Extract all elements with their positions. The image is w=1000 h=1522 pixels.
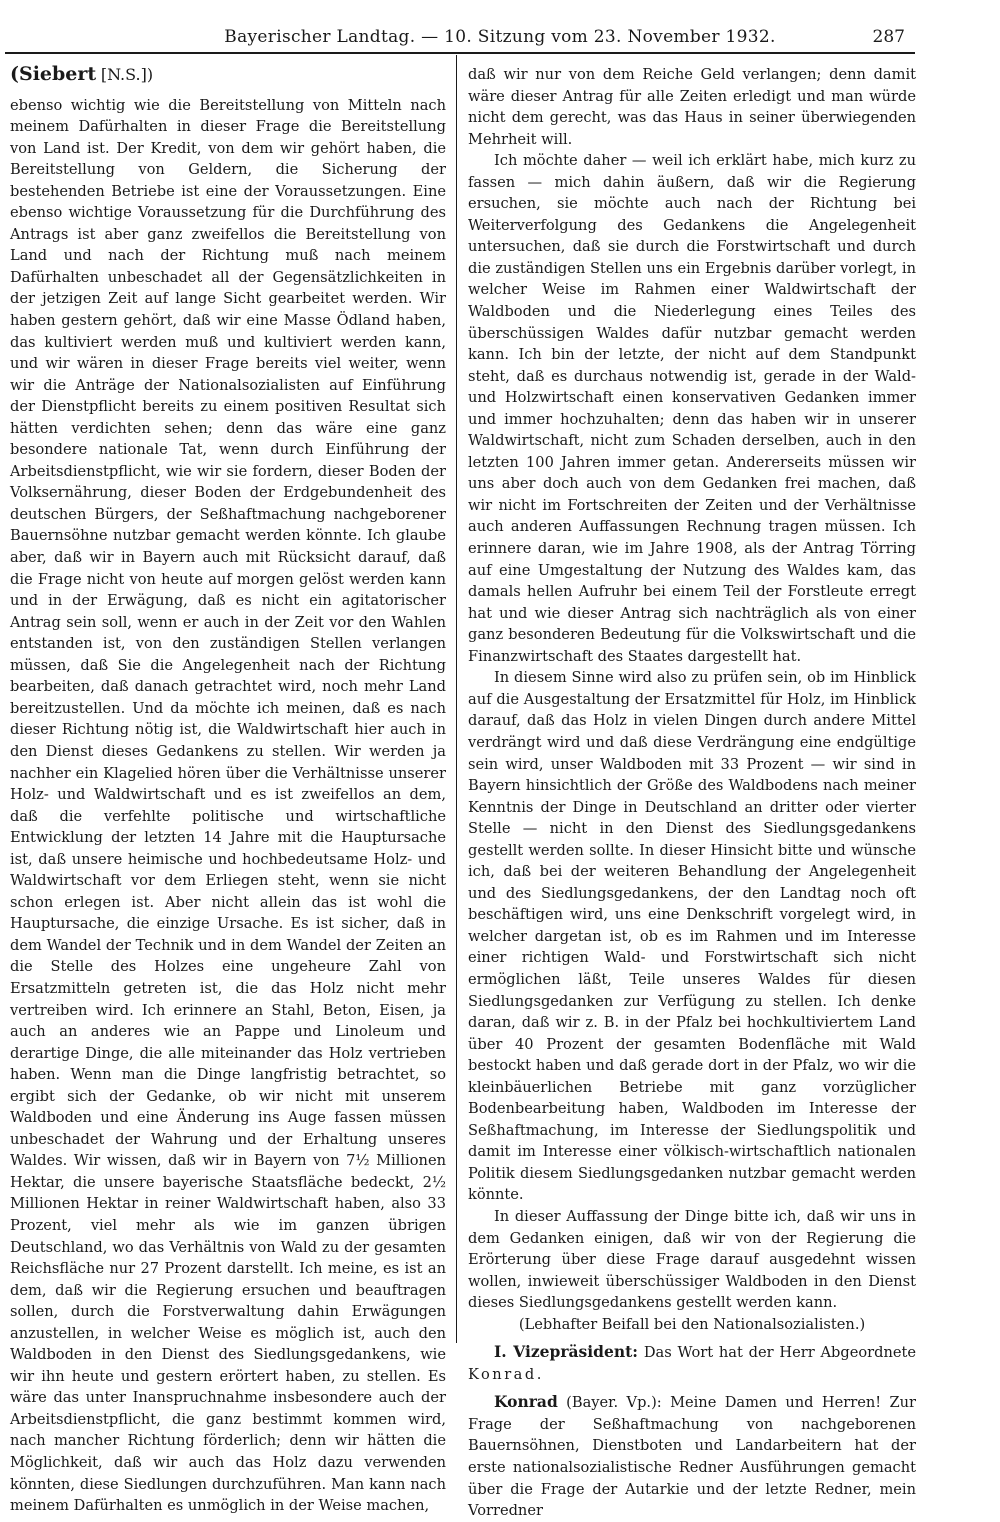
- vice-president-named-speaker: Konrad: [468, 1365, 537, 1383]
- right-paragraph-1: daß wir nur von dem Reiche Geld verlangen; denn damit wäre dieser Antrag für alle Zeiten erledigt und man würde nicht dem gerecht, was das Haus in seiner überwiegenden Mehrheit will.: [468, 66, 916, 148]
- header-title: Bayerischer Landtag. — 10. Sitzung vom 23. November 1932.: [224, 27, 776, 47]
- column-divider: [456, 55, 457, 1343]
- speaker-party: [N.S.]): [100, 65, 154, 84]
- right-paragraph-3: In diesem Sinne wird also zu prüfen sein, ob im Hinblick auf die Ausgestaltung der Ersatzmittel für Holz, im Hinblick darauf, daß das Holz in vielen Dingen durch andere Mittel verdrängt wird und daß diese Verdrängung eine endgültige sein wird, unser Waldboden mit 33 Prozent — wir sind in Bayern hinsichtlich der Größe des Waldbodens nach meiner Kenntnis der Dinge in Deutschland an dritter oder vierter Stelle — nicht in den Dienst des Siedlungsgedankens gestellt werden sollte. In dieser Hinsicht bitte und wünsche ich, daß bei der weiteren Behandlung der Angelegenheit und des Siedlungsgedankens, der den Landtag noch oft beschäftigen wird, uns eine Denkschrift vorgelegt wird, in welcher dargetan ist, ob es im Rahmen und im Interesse einer richtigen Wald- und Forstwirtschaft sich nicht ermöglichen läßt, Teile unseres Waldes für diesen Siedlungsgedanken zur Verfügung zu stellen. Ich denke daran, daß wir z. B. in der Pfalz bei hochkultiviertem Land über 40 Prozent der gesamten Bodenfläche mit Wald bestockt haben und daß gerade dort in der Pfalz, wo wir die kleinbäuerlichen Betriebe mit ganz vorzüglicher Bodenbearbeitung haben, Waldboden im Interesse der Seßhaftmachung, im Interesse der Siedlungspolitik und damit im Interesse einer völkisch-wirtschaftlich nationalen Politik diesem Siedlungsgedanken nutzbar gemacht werden könnte.: [468, 669, 916, 1204]
- speaker-heading: [10, 64, 446, 87]
- applause-note: (Lebhafter Beifall bei den Nationalsozialisten.): [518, 1315, 866, 1333]
- vice-president-statement: [468, 1341, 916, 1385]
- konrad-label: Konrad: [494, 1392, 558, 1412]
- left-column: [10, 63, 446, 1515]
- konrad-statement: [468, 1391, 916, 1521]
- vice-president-text: Das Wort hat der Herr Abgeordnete: [643, 1344, 916, 1362]
- speaker-name: (Siebert: [10, 63, 97, 85]
- right-column: [468, 64, 916, 1520]
- vice-president-label: I. Vizepräsident:: [494, 1342, 639, 1362]
- right-paragraph-2: Ich möchte daher — weil ich erklärt habe, mich kurz zu fassen — mich dahin äußern, daß wir die Regierung ersuchen, sie möchte auch nach der Richtung bei Weiterverfolgung des Gedankens die Angelegenheit untersuchen, daß sie durch die Forstwirtschaft und durch die zuständigen Stellen uns ein Ergebnis darüber vorlegt, in welcher Weise im Rahmen einer Waldwirtschaft der Waldboden und die Niederlegung eines Teiles des überschüssigen Waldes dafür nutzbar gemacht werden kann. Ich bin der letzte, der nicht auf dem Standpunkt steht, daß es durchaus notwendig ist, gerade in der Wald- und Holzwirtschaft einen konservativen Gedanken immer und immer hochzuhalten; denn das haben wir in unserer Waldwirtschaft, nicht zum Schaden derselben, auch in den letzten 100 Jahren immer getan. Andererseits müssen wir uns aber doch auch von dem Gedanken frei machen, daß wir nicht im Fortschreiten der Zeiten und der Verhältnisse auch anderen Auffassungen Rechnung tragen müssen. Ich erinnere daran, wie im Jahre 1908, als der Antrag Törring auf eine Umgestaltung der Nutzung des Waldes kam, das damals hellen Aufruhr bei einem Teil der Forstleute erregt hat und wie dieser Antrag sich nachträglich als von einer ganz besonderen Bedeutung für die Volkswirtschaft und die Finanzwirtschaft des Staates dargestellt hat.: [468, 152, 916, 665]
- vice-president-end: .: [536, 1365, 542, 1383]
- page-number: 287: [872, 27, 905, 47]
- right-paragraph-4: In dieser Auffassung der Dinge bitte ich, daß wir uns in dem Gedanken einigen, daß wir von der Regierung die Erörterung über diese Frage darauf ausgedehnt wissen wollen, inwieweit überschüssiger Waldboden in den Dienst dieses Siedlungsgedankens gestellt werden kann.: [468, 1207, 916, 1312]
- konrad-text: Meine Damen und Herren! Zur Frage der Seßhaftmachung von nachgeborenen Bauernsöhnen, Dienstboten und Landarbeitern hat der erste nationalsozialistische Redner Ausführungen gemacht über die Frage der Autarkie und der letzte Redner, mein Vorredner: [468, 1394, 916, 1520]
- header-rule: [5, 52, 915, 54]
- left-paragraph: ebenso wichtig wie die Bereitstellung von Mitteln nach meinem Dafürhalten in dieser Frage die Bereitstellung von Land ist. Der Kredit, von dem wir gehört haben, die Bereitstellung von Geldern, die Sicherung der bestehenden Betriebe ist eine der Voraussetzungen. Eine ebenso wichtige Voraussetzung für die Durchführung des Antrags ist aber ganz zweifellos die Bereitstellung von Land und nach der Richtung muß nach meinem Dafürhalten unbeschadet all der Gegensätzlichkeiten in der jetzigen Zeit auf lange Sicht gearbeitet werden. Wir haben gestern gehört, daß wir eine Masse Ödland haben, das kultiviert werden muß und kultiviert werden kann, und wir wären in dieser Frage bereits viel weiter, wenn wir die Anträge der Nationalsozialisten auf Einführung der Dienstpflicht bereits zu einem positiven Resultat sich hätten verdichten sehen; denn das wäre eine ganz besondere nationale Tat, wenn durch Einführung der Arbeitsdienstpflicht, wie wir sie fordern, dieser Boden der Volksernährung, dieser Boden der Erdgebundenheit des deutschen Bürgers, der Seßhaftmachung nachgeborener Bauernsöhne nutzbar gemacht werden könnte. Ich glaube aber, daß wir in Bayern auch mit Rücksicht darauf, daß die Frage nicht von heute auf morgen gelöst werden kann und in der Erwägung, daß es nicht ein agitatorischer Antrag sein soll, wenn er auch in der Zeit vor den Wahlen entstanden ist, von den zuständigen Stellen verlangen müssen, daß Sie die Angelegenheit nach der Richtung bearbeiten, daß danach getrachtet wird, noch mehr Land bereitzustellen. Und da möchte ich meinen, daß es nach dieser Richtung nötig ist, die Waldwirtschaft hier auch in den Dienst dieses Gedankens zu stellen. Wir werden ja nachher ein Klagelied hören über die Verhältnisse unserer Holz- und Waldwirtschaft und es ist zweifellos an dem, daß die verfehlte politische und wirtschaftliche Entwicklung der letzten 14 Jahre mit die Hauptursache ist, daß unsere heimische und hochbedeutsame Holz- und Waldwirtschaft vor dem Erliegen steht, wenn sie nicht schon erlegen ist. Aber nicht allein das ist wohl die Hauptursache, die einzige Ursache. Es ist sicher, daß in dem Wandel der Technik und in dem Wandel der Zeiten an die Stelle des Holzes eine ungeheure Zahl von Ersatzmitteln getreten ist, die das Holz nicht mehr vertreiben wird. Ich erinnere an Stahl, Beton, Eisen, ja auch an anderes wie an Pappe und Linoleum und derartige Dinge, die alle miteinander das Holz vertrieben haben. Wenn man die Dinge langfristig betrachtet, so ergibt sich der Gedanke, ob wir nicht mit unserem Waldboden und eine Änderung ins Auge fassen müssen unbeschadet der Wahrung und der Erhaltung unseres Waldes. Wir wissen, daß wir in Bayern von 7½ Millionen Hektar, die unsere bayerische Staatsfläche bedeckt, 2½ Millionen Hektar in reiner Waldwirtschaft haben, also 33 Prozent, viel mehr als wie im ganzen übrigen Deutschland, wo das Verhältnis von Wald zu der gesamten Reichsfläche nur 27 Prozent darstellt. Ich meine, es ist an dem, daß wir die Regierung ersuchen und beauftragen sollen, durch die Forstverwaltung dahin Erwägungen anzustellen, in welcher Weise es möglich ist, auch den Waldboden in den Dienst des Siedlungsgedankens, wie wir ihn heute und gestern erörtert haben, zu stellen. Es wäre das unter Inanspruchnahme insbesondere auch der Arbeitsdienstpflicht, die ganz bestimmt kommen wird, nach mancher Richtung förderlich; denn wir hätten die Möglichkeit, daß wir auch das Holz dazu verwenden könnten, diese Siedlungen durchzuführen. Man kann nach meinem Dafürhalten es unmöglich in der Weise machen,: [10, 96, 446, 1515]
- page-header: [0, 0, 1000, 50]
- konrad-party: (Bayer. Vp.):: [566, 1394, 662, 1412]
